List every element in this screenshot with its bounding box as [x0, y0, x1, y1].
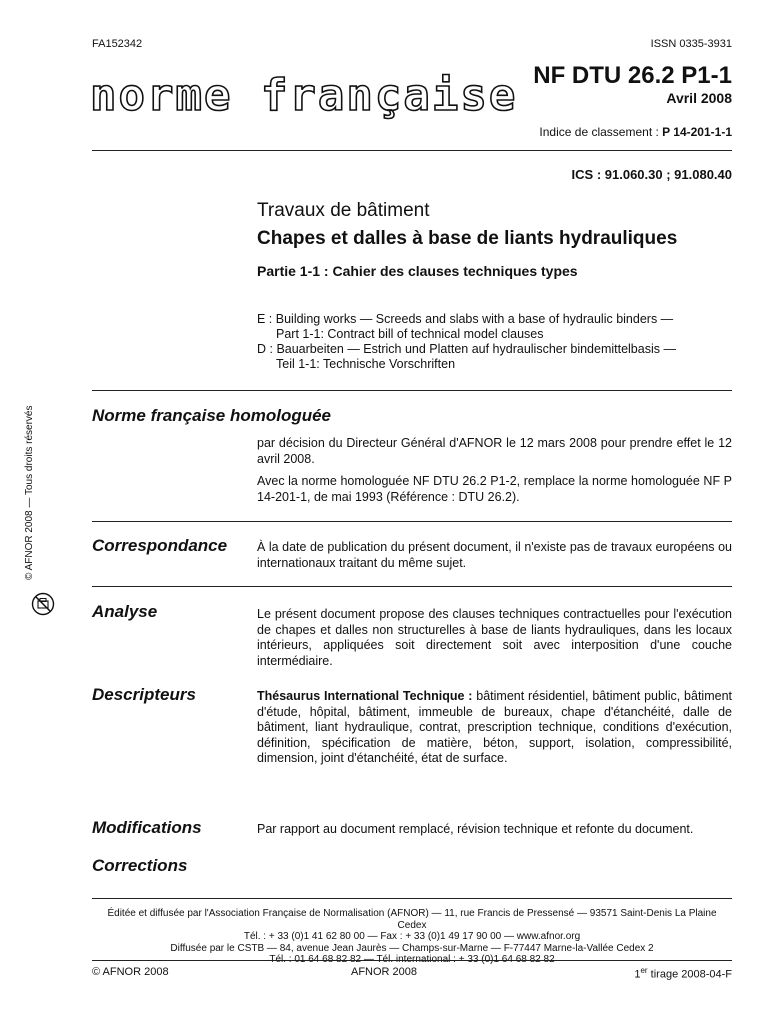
german-translation: [257, 342, 727, 372]
section-heading-corrections: Corrections: [92, 856, 188, 875]
section-heading-analyse: Analyse: [92, 602, 158, 621]
section-divider: [92, 586, 732, 587]
homologuee-paragraph-2: Avec la norme homologuée NF DTU 26.2 P1-2, remplace la norme homologuée NF P 14-201-1, de mai 1993 (Référence : DTU 26.2).: [257, 474, 732, 504]
standard-date: Avril 2008: [666, 90, 732, 106]
footer-center: AFNOR 2008: [350, 966, 418, 978]
english-line-1: E : Building works — Screeds and slabs with a base of hydraulic binders —: [257, 312, 674, 326]
english-line-2: Part 1-1: Contract bill of technical model clauses: [276, 327, 544, 341]
descripteurs-keywords: bâtiment résidentiel, bâtiment public, bâtiment d'étude, hôpital, bâtiment, immeuble de bureaux, chape d'étanchéité, dalle de bâtiment, liant hydraulique, contrat, prescription technique, conditions d'exécution, définition, spécification de matière, béton, support, isolation, compressibilité, dimension, joint d'étanchéité, état de surface.: [257, 689, 732, 765]
printing-edition: tirage 2008-04-F: [647, 968, 732, 981]
section-body-descripteurs: [257, 689, 732, 767]
section-body-correspondance: À la date de publication du présent document, il n'existe pas de travaux européens ou internationaux traitant du même sujet.: [257, 540, 732, 570]
descripteurs-label: Thésaurus International Technique :: [257, 689, 473, 703]
section-body-modifications: Par rapport au document remplacé, révision technique et refonte du document.: [257, 822, 694, 836]
section-heading-homologuee: Norme française homologuée: [92, 406, 332, 425]
footer-printing: [634, 966, 732, 981]
issn-number: ISSN 0335-3931: [650, 38, 732, 50]
english-translation: [257, 312, 727, 342]
german-line-1: D : Bauarbeiten — Estrich und Platten auf hydraulischer bindemittelbasis —: [257, 342, 676, 356]
publisher-line-4: Tél. : 01 64 68 82 82 — Tél. international : + 33 (0)1 64 68 82 82: [269, 954, 555, 965]
sidebar-copyright: © AFNOR 2008 — Tous droits réservés: [24, 405, 35, 580]
brand-logo-text: norme française: [90, 70, 518, 121]
classement-value: P 14-201-1-1: [662, 125, 732, 139]
title-main: Chapes et dalles à base de liants hydrauliques: [257, 228, 678, 249]
publisher-line-1: Éditée et diffusée par l'Association Française de Normalisation (AFNOR) — 11, rue Francis de Pressensé — 93571 Saint-Denis La Plaine Cedex: [107, 908, 717, 931]
german-line-2: Teil 1-1: Technische Vorschriften: [276, 357, 456, 371]
section-heading-descripteurs: Descripteurs: [92, 685, 196, 704]
classement-label: Indice de classement :: [539, 125, 659, 139]
publisher-line-3: Diffusée par le CSTB — 84, avenue Jean Jaurès — Champs-sur-Marne — F-77447 Marne-la-Vallée Cedex 2: [170, 942, 654, 954]
section-divider: [92, 521, 732, 522]
footer-divider: [92, 898, 732, 899]
printing-suffix: er: [640, 966, 648, 975]
classement-index: [539, 125, 732, 139]
title-divider: [92, 390, 732, 391]
publisher-line-2: Tél. : + 33 (0)1 41 62 80 00 — Fax : + 33 (0)1 49 17 90 00 — www.afnor.org: [243, 931, 581, 942]
footer-copyright: © AFNOR 2008: [92, 966, 169, 978]
section-body-analyse: Le présent document propose des clauses techniques contractuelles pour l'exécution de chapes et dalles non structurelles à base de liants hydrauliques, dans les locaux intérieurs, appliquées soit directement soit avec interposition d'une couche intermédiaire.: [257, 607, 732, 668]
section-heading-correspondance: Correspondance: [92, 536, 228, 555]
title-subtitle: Travaux de bâtiment: [257, 200, 430, 221]
no-copy-icon: [31, 592, 55, 616]
header-divider: [92, 150, 732, 151]
standard-id: NF DTU 26.2 P1-1: [533, 62, 732, 89]
publisher-info: [92, 908, 732, 966]
section-body-homologuee: [257, 436, 732, 512]
document-reference: FA152342: [92, 38, 143, 50]
ics-codes: ICS : 91.060.30 ; 91.080.40: [571, 167, 732, 182]
title-part: Partie 1-1 : Cahier des clauses techniques types: [257, 263, 578, 279]
section-heading-modifications: Modifications: [92, 818, 202, 837]
printing-number: 1: [634, 968, 641, 981]
bottom-divider: [92, 960, 732, 961]
homologuee-paragraph-1: par décision du Directeur Général d'AFNOR le 12 mars 2008 pour prendre effet le 12 avril 2008.: [257, 436, 732, 466]
